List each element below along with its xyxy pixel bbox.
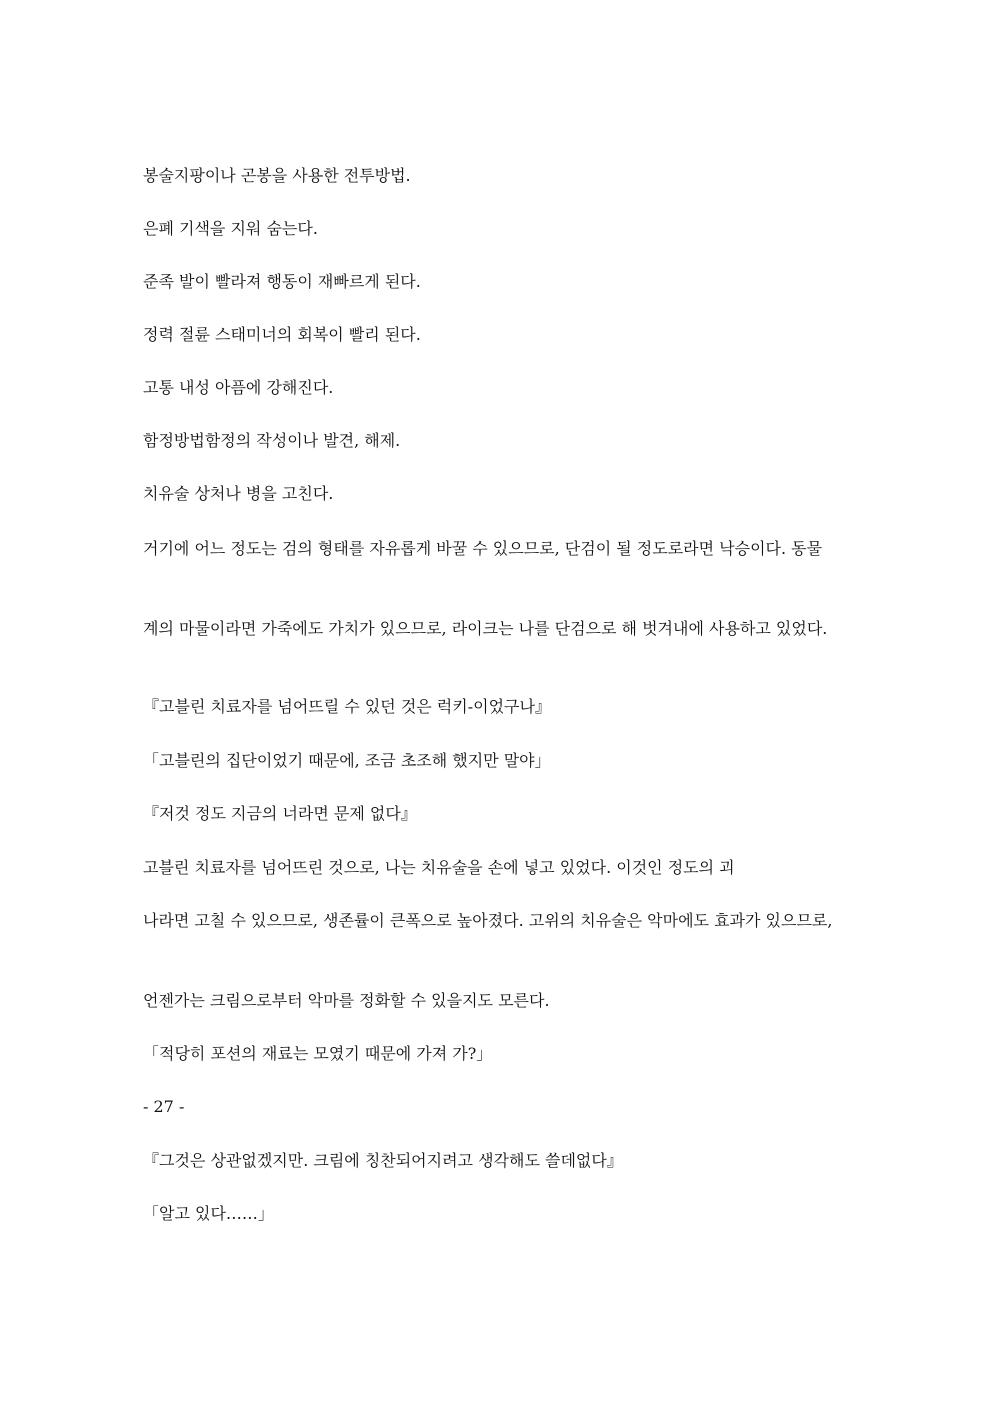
paragraph: 치유술 상처나 병을 고친다. — [143, 484, 334, 503]
paragraph: 「고블린의 집단이었기 때문에, 조금 초조해 했지만 말야」 — [143, 751, 551, 770]
paragraph: 「알고 있다……」 — [143, 1204, 274, 1223]
paragraph: 나라면 고칠 수 있으므로, 생존률이 큰폭으로 높아졌다. 고위의 치유술은 악마에도 효과가 있으므로, — [143, 911, 833, 930]
paragraph: 『저것 정도 지금의 너라면 문제 없다』 — [143, 804, 417, 823]
paragraph: 계의 마물이라면 가죽에도 가치가 있으므로, 라이크는 나를 단검으로 해 벗겨내에 사용하고 있었다. — [143, 619, 828, 638]
paragraph: 정력 절륜 스태미너의 회복이 빨리 된다. — [143, 325, 421, 344]
paragraph: 봉술지팡이나 곤봉을 사용한 전투방법. — [143, 166, 411, 185]
paragraph: 『고블린 치료자를 넘어뜨릴 수 있던 것은 럭키-이었구나』 — [143, 697, 551, 716]
paragraph: 고블린 치료자를 넘어뜨린 것으로, 나는 치유술을 손에 넣고 있었다. 이것인 정도의 괴 — [143, 858, 735, 877]
paragraph: 거기에 어느 정도는 검의 형태를 자유롭게 바꿀 수 있으므로, 단검이 될 정도로라면 낙승이다. 동물 — [143, 539, 823, 558]
paragraph: 함정방법함정의 작성이나 발견, 해제. — [143, 431, 401, 450]
page-number: - 27 - — [143, 1097, 185, 1116]
paragraph: 고통 내성 아픔에 강해진다. — [143, 378, 334, 397]
paragraph: 은폐 기색을 지워 숨는다. — [143, 219, 318, 238]
paragraph: 『그것은 상관없겠지만. 크림에 칭찬되어지려고 생각해도 쓸데없다』 — [143, 1151, 623, 1170]
paragraph: 언젠가는 크림으로부터 악마를 정화할 수 있을지도 모른다. — [143, 991, 550, 1010]
paragraph: 「적당히 포션의 재료는 모였기 때문에 가져 가?」 — [143, 1044, 493, 1063]
paragraph: 준족 발이 빨라져 행동이 재빠르게 된다. — [143, 272, 421, 291]
